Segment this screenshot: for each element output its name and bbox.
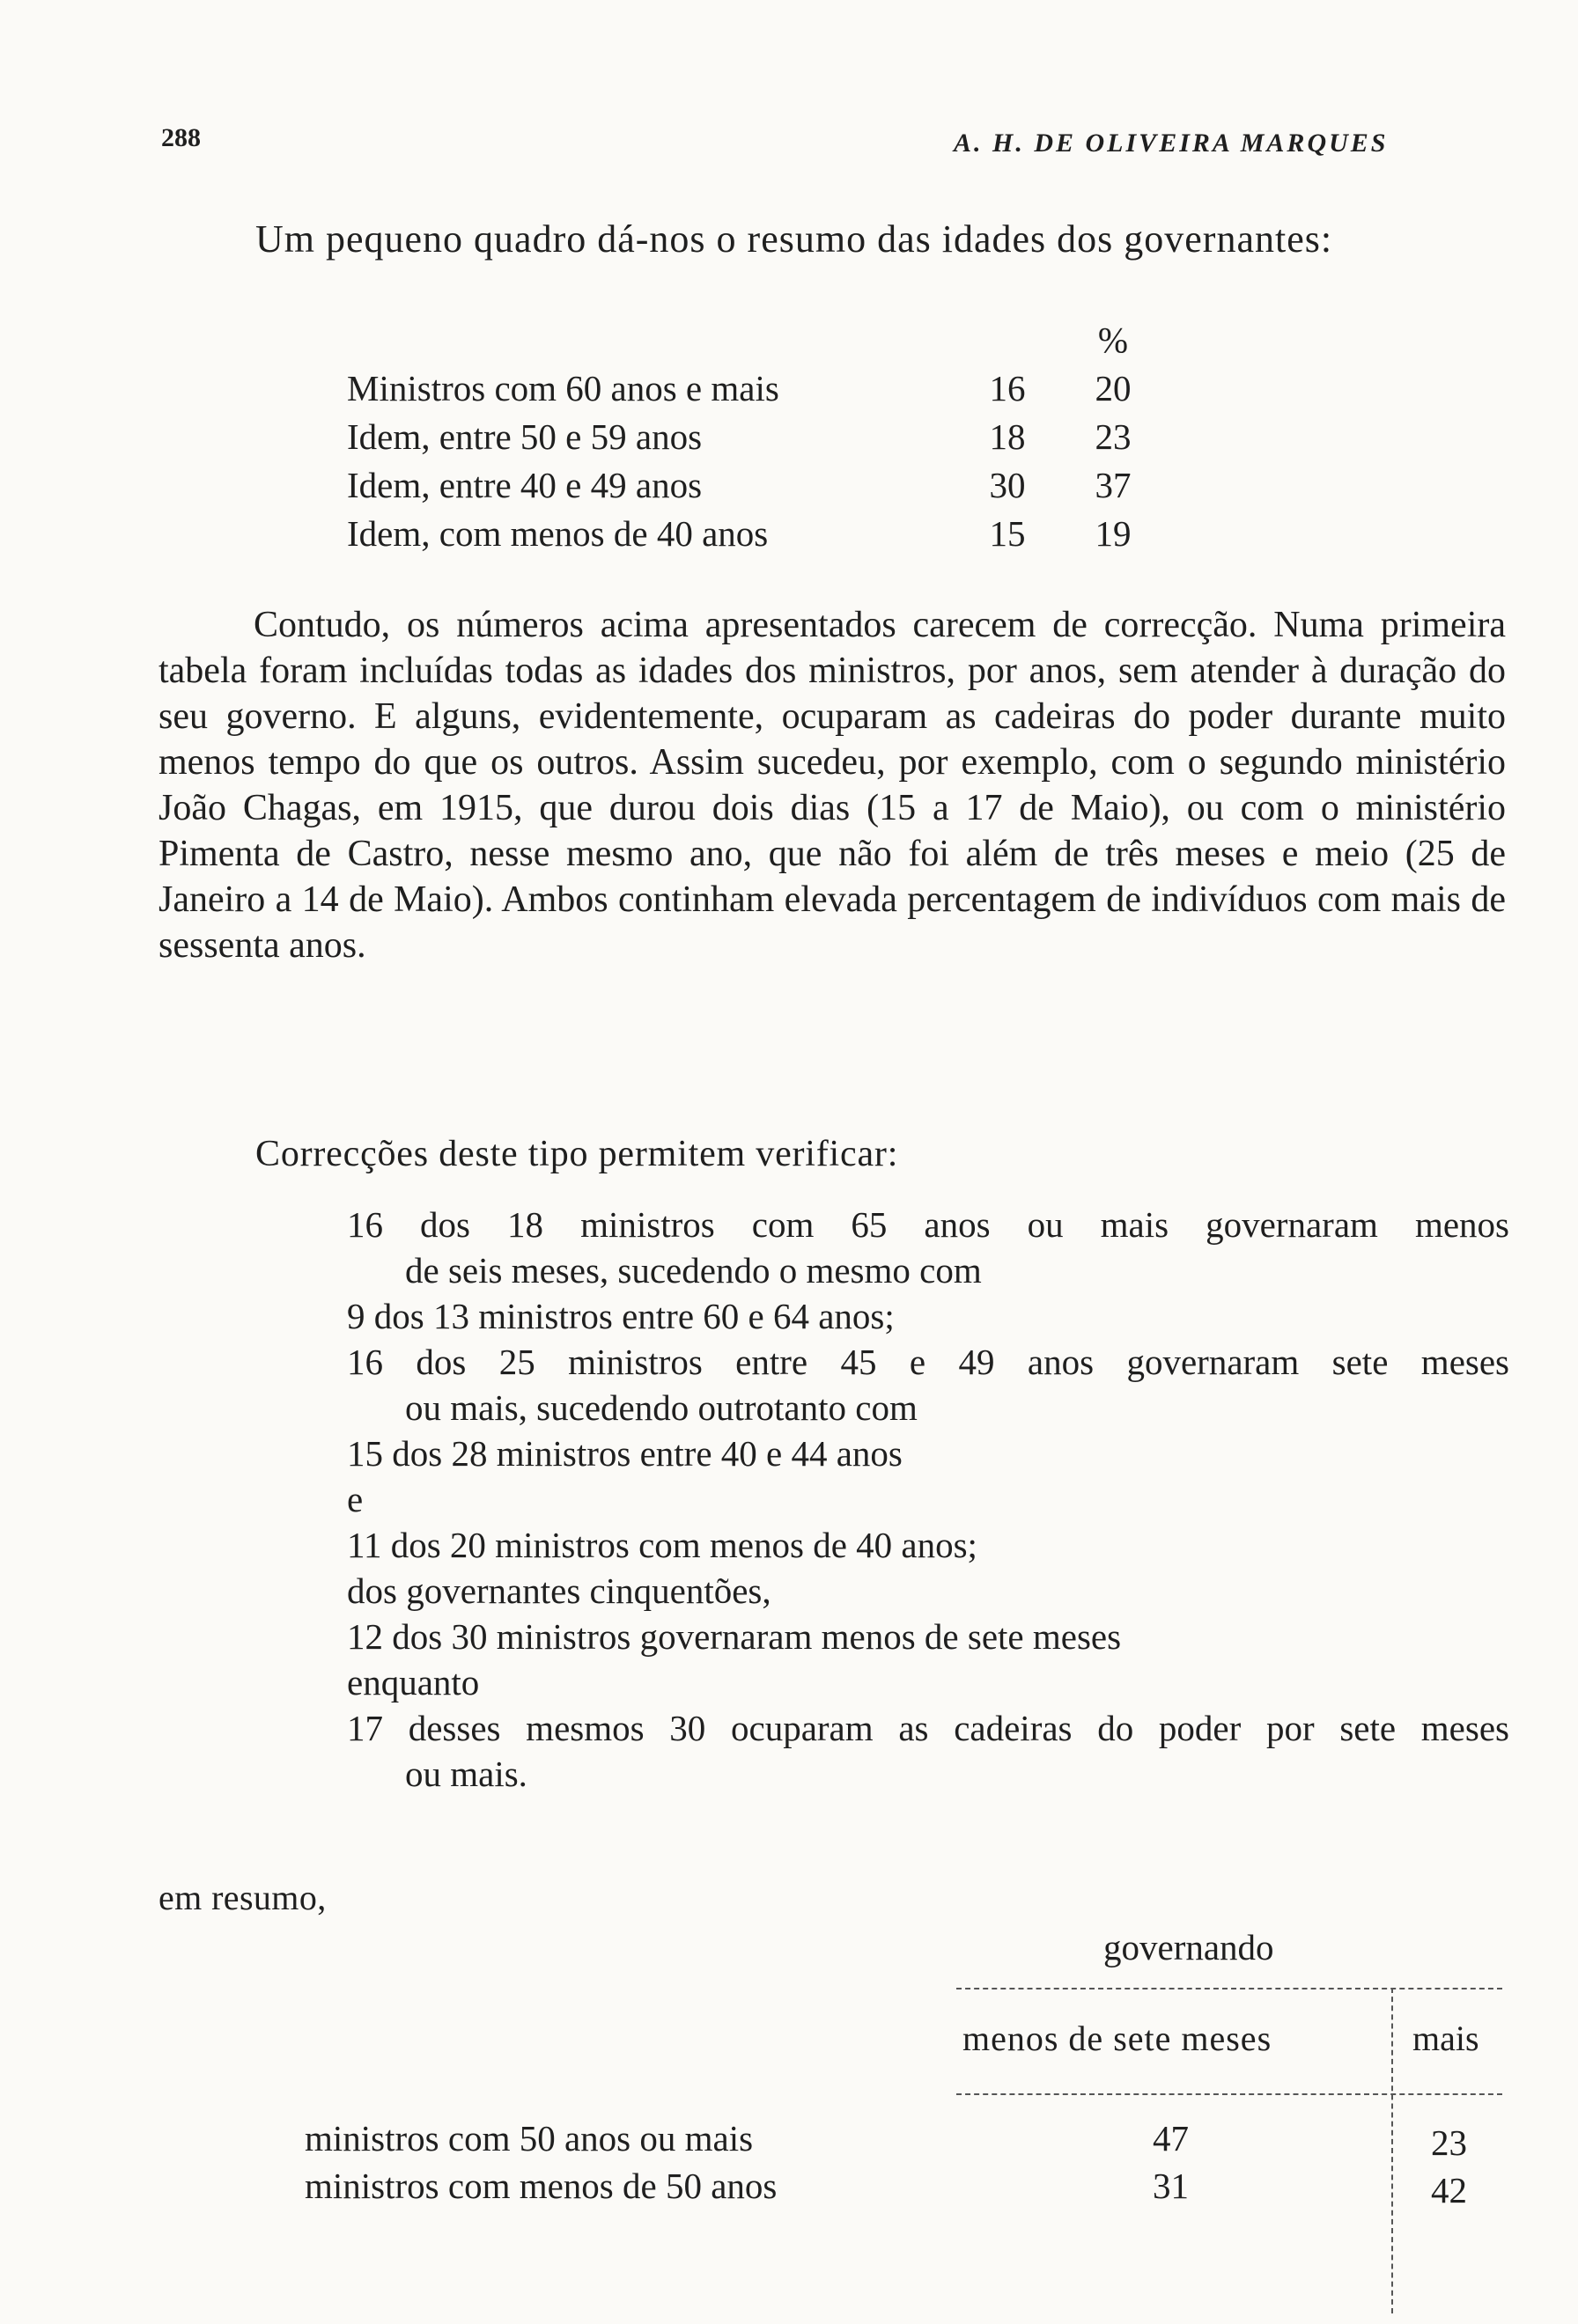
list-item: ou mais. xyxy=(405,1754,527,1794)
body-paragraph: Contudo, os números acima apresentados carecem de correcção. Numa primeira tabela foram incluídas todas as idades dos ministros, por anos, sem atender à duração do seu governo. E alguns, evidentemente, ocuparam as cadeiras do poder durante muito menos tempo do que os outros. Assim sucedeu, por exemplo, com o segundo ministério João Chagas, em 1915, que durou dois dias (15 a 17 de Maio), ou com o ministério Pimenta de Castro, nesse mesmo ano, que não foi além de três meses e meio (25 de Janeiro a 14 de Maio). Ambos continham elevada percentagem de indivíduos com mais de sessenta anos. xyxy=(159,605,1506,966)
table-row xyxy=(347,413,1166,461)
summary-intro: em resumo, xyxy=(159,1878,327,1917)
summary-value-col1: 47 xyxy=(1153,2118,1189,2159)
column-header-more: mais xyxy=(1412,2019,1479,2058)
list-item: 9 dos 13 ministros entre 60 e 64 anos; xyxy=(347,1296,895,1336)
ages-table-header-row xyxy=(347,315,1166,364)
list-item: 12 dos 30 ministros governaram menos de sete meses xyxy=(347,1616,1122,1657)
row-count: 15 xyxy=(989,513,1026,554)
row-percent: 19 xyxy=(1095,513,1132,554)
ages-table xyxy=(347,315,1166,558)
row-percent: 23 xyxy=(1095,416,1132,457)
row-label: Idem, com menos de 40 anos xyxy=(347,513,769,554)
list-item: dos governantes cinquentões, xyxy=(347,1570,771,1611)
list-item: 16 dos 18 ministros com 65 anos ou mais governaram menos xyxy=(347,1204,1509,1245)
corrections-intro: Correcções deste tipo permitem verificar: xyxy=(255,1134,899,1174)
summary-value-col1: 31 xyxy=(1153,2166,1189,2206)
table-row xyxy=(347,510,1166,558)
row-label: Idem, entre 50 e 59 anos xyxy=(347,416,703,457)
summary-row-label: ministros com 50 anos ou mais xyxy=(305,2118,754,2159)
corrections-list xyxy=(347,1202,1509,1797)
list-item: 16 dos 25 ministros entre 45 e 49 anos governaram sete meses xyxy=(347,1342,1509,1382)
row-label: Ministros com 60 anos e mais xyxy=(347,368,779,408)
row-label: Idem, entre 40 e 49 anos xyxy=(347,465,703,505)
header-divider xyxy=(956,1988,1502,1989)
row-percent: 37 xyxy=(1095,465,1132,505)
row-count: 30 xyxy=(989,465,1026,505)
list-item: de seis meses, sucedendo o mesmo com xyxy=(405,1250,982,1291)
column-header-less-than-seven-months: menos de sete meses xyxy=(962,2019,1272,2058)
table-row xyxy=(347,364,1166,413)
row-count: 16 xyxy=(989,368,1026,408)
list-item: ou mais, sucedendo outrotanto com xyxy=(405,1387,918,1428)
list-item: e xyxy=(347,1479,364,1519)
row-count: 18 xyxy=(989,416,1026,457)
list-item: 15 dos 28 ministros entre 40 e 44 anos xyxy=(347,1433,903,1474)
table-row xyxy=(347,461,1166,510)
list-item: enquanto xyxy=(347,1662,480,1703)
page-number: 288 xyxy=(161,123,201,152)
subheader-divider xyxy=(956,2093,1502,2095)
column-divider xyxy=(1391,1988,1393,2313)
row-percent: 20 xyxy=(1095,368,1132,408)
intro-sentence: Um pequeno quadro dá-nos o resumo das idades dos governantes: xyxy=(255,217,1333,261)
summary-table-header: governando xyxy=(1103,1927,1274,1967)
summary-value-col2: 42 xyxy=(1431,2170,1467,2210)
running-head-author: A. H. DE OLIVEIRA MARQUES xyxy=(954,129,1389,158)
summary-value-col2: 23 xyxy=(1431,2122,1467,2163)
list-item: 11 dos 20 ministros com menos de 40 anos; xyxy=(347,1525,977,1565)
percent-header: % xyxy=(1097,319,1129,360)
summary-row-label: ministros com menos de 50 anos xyxy=(305,2166,778,2206)
list-item: 17 desses mesmos 30 ocuparam as cadeiras do poder por sete meses xyxy=(347,1708,1509,1748)
